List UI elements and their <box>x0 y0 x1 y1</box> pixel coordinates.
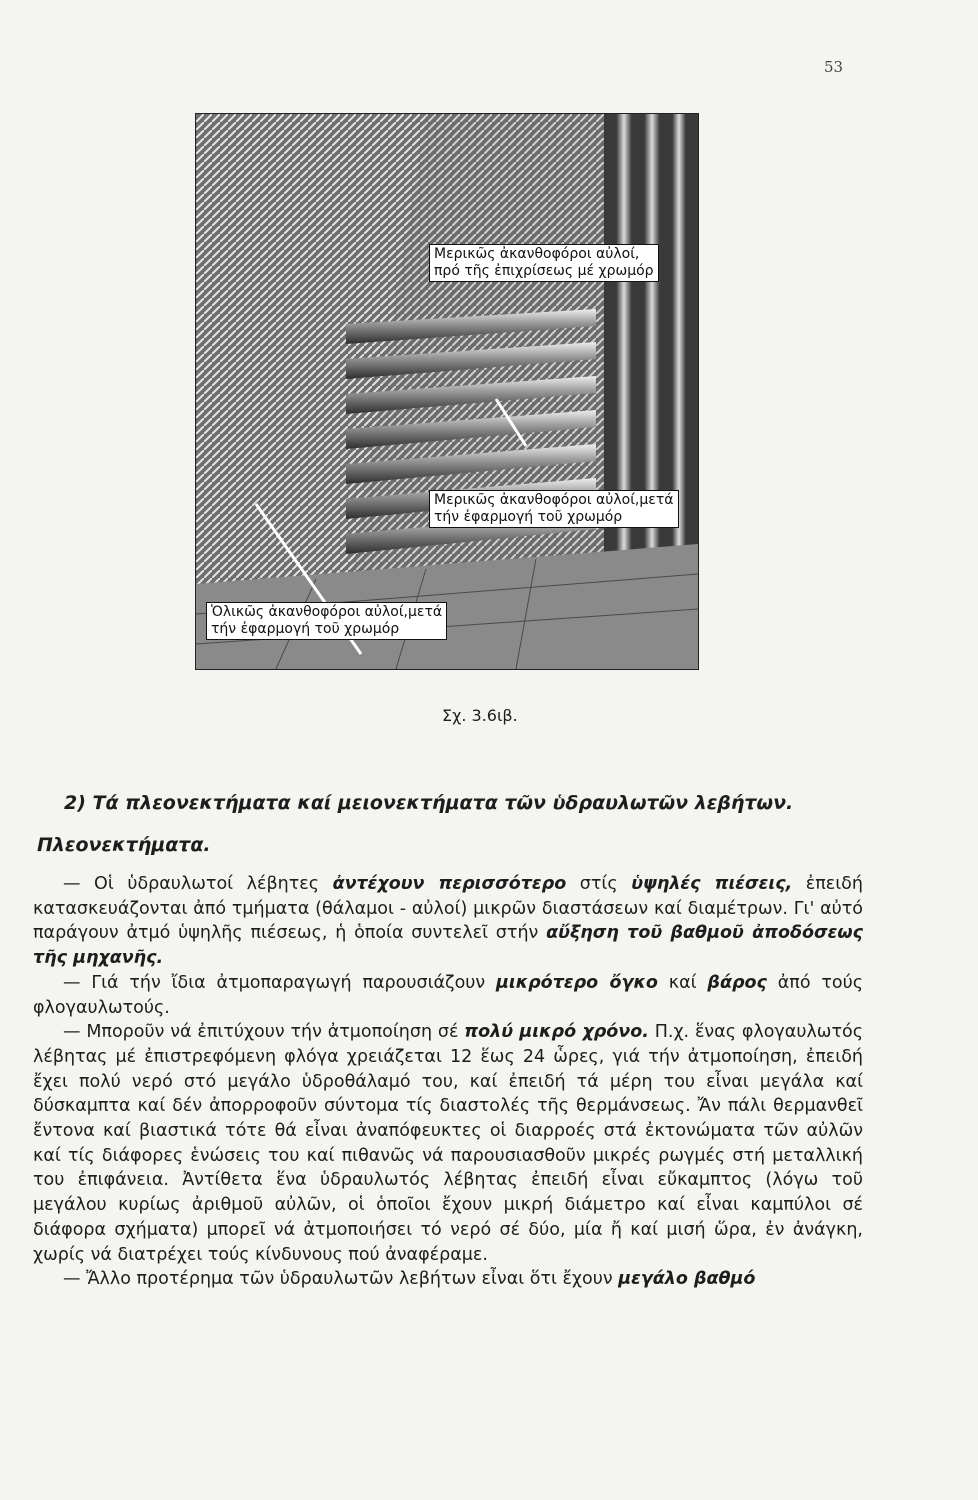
text-run: — Μποροῦν νά ἐπιτύχουν τήν ἀτμοποίηση σέ <box>63 1022 465 1043</box>
section-title: 2) Τά πλεονεκτήματα καί μειονεκτήματα τῶν ὑδραυλωτῶν λεβήτων. <box>64 792 794 814</box>
paragraph <box>33 872 863 971</box>
label-line: Ὁλικῶς ἀκανθοφόροι αὐλοί,μετά <box>211 604 443 620</box>
emphasis: ἀντέχουν περισσότερο <box>332 874 567 894</box>
emphasis: βάρος <box>707 972 767 993</box>
body-text <box>33 872 863 1292</box>
label-line: πρό τῆς ἐπιχρίσεως μέ χρωμόρ <box>434 263 654 279</box>
page-number: 53 <box>824 58 844 76</box>
text-run: — Ἄλλο προτέρημα τῶν ὑδραυλωτῶν λεβήτων εἶναι ὅτι ἔχουν <box>63 1269 619 1290</box>
label-partially-finned-before <box>429 244 659 282</box>
paragraph <box>33 971 863 1020</box>
label-line: τήν ἐφαρμογή τοῦ χρωμόρ <box>434 509 623 525</box>
label-partially-finned-after <box>429 490 679 528</box>
emphasis: μεγάλο βαθμό <box>618 1269 756 1290</box>
paragraph <box>33 1267 863 1292</box>
sub-heading: Πλεονεκτήματα. <box>37 834 211 856</box>
paragraph <box>33 1020 863 1267</box>
photo-illustration <box>196 114 698 669</box>
text-run: — Οἱ ὑδραυλωτοί λέβητες <box>63 874 333 894</box>
text-run: ἀπό τούς φλογαυλωτούς. <box>33 972 864 1018</box>
emphasis: πολύ μικρό χρόνο. <box>464 1022 649 1043</box>
boiler-tubes-photo <box>195 113 699 670</box>
text-run: ἐπειδή κατασκευάζονται ἀπό τμήματα (θάλαμοι - αὐλοί) μικρῶν διαστάσεων καί διαμέτρων. Γι' αὐτό παράγουν ἀτμό ὑψηλῆς πιέσεως, ἡ ὁποία συντελεῖ στήν <box>33 874 863 944</box>
label-line: τήν ἐφαρμογή τοῦ χρωμόρ <box>211 621 400 637</box>
label-line: Μερικῶς ἀκανθοφόροι αὐλοί,μετά <box>434 492 674 508</box>
emphasis: μικρότερο ὄγκο <box>496 972 658 993</box>
label-fully-finned-after <box>206 602 447 640</box>
emphasis: ὑψηλές πιέσεις, <box>631 874 793 894</box>
text-run: Π.χ. ἕνας φλογαυλωτός λέβητας μέ ἐπιστρεφόμενη φλόγα χρειάζεται 12 ἕως 24 ὧρες, γιά τήν ἀτμοποίηση, ἐπειδή ἔχει πολύ νερό στό μεγάλο ὑδροθάλαμό του, καί ἐπειδή τά μέρη του εἶναι μεγάλα καί δύσκαμπτα καί δέν ἀπορροφοῦν σύντομα τίς διαστολές τῆς θερμάνσεως. Ἄν πάλι θερμανθεῖ ἔντονα καί βιαστικά τότε θά εἶναι ἀναπόφευκτες οἱ διαρροές στά ἐκτονώματα τῶν αὐλῶν καί τίς διάφορες ἑνώσεις του καί πιθανῶς νά παρουσιασθοῦν μικρές ρωγμές στή μεταλλική του ἐπιφάνεια. Ἀντίθετα ἕνα ὑδραυλωτός λέβητας ἐπειδή εἶναι εὔκαμπτος (λόγω τοῦ μεγάλου κυρίως ἀριθμοῦ αὐλῶν, οἱ ὁποῖοι ἔχουν μικρή διάμετρο καί εἶναι καμπύλοι σέ διάφορα σχήματα) μπορεῖ νά ἀτμοποιήσει τό νερό σέ δύο, μία ἤ καί μισή ὥρα, ἐν ἀνάγκη, χωρίς νά διατρέχει τούς κίνδυνους πού ἀναφέραμε. <box>33 1022 863 1265</box>
emphasis: αὔξηση τοῦ βαθμοῦ ἀποδόσεως τῆς μηχανῆς. <box>33 923 863 969</box>
text-run: στίς <box>566 874 632 894</box>
figure-caption: Σχ. 3.6ιβ. <box>442 706 518 725</box>
label-line: Μερικῶς ἀκανθοφόροι αὐλοί, <box>434 246 640 262</box>
text-run: καί <box>657 972 708 993</box>
text-run: — Γιά τήν ἴδια ἀτμοπαραγωγή παρουσιάζουν <box>63 972 497 993</box>
